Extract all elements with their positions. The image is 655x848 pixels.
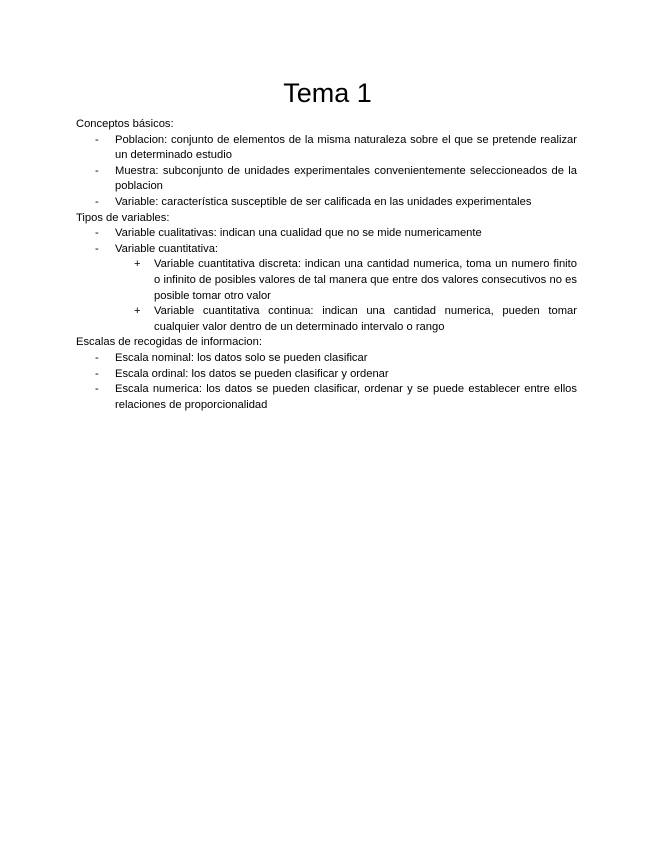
list-item	[76, 382, 577, 413]
list-item	[76, 242, 577, 258]
sub-list-item	[76, 257, 577, 304]
list-item	[76, 133, 577, 164]
dash-marker: -	[95, 133, 99, 146]
dash-marker: -	[95, 383, 99, 396]
sub-list-item-text: Variable cuantitativa discreta: indican una cantidad numerica, toma un numero finito o infinito de posibles valores de tal manera que entre dos valores consecutivos no es posible tomar otro valor	[154, 258, 577, 302]
section-heading: Tipos de variables:	[76, 211, 170, 224]
document-body	[76, 117, 577, 413]
list-item	[76, 195, 577, 211]
dash-marker: -	[95, 195, 99, 208]
plus-marker: +	[134, 305, 141, 318]
dash-marker: -	[95, 164, 99, 177]
plus-marker: +	[134, 258, 141, 271]
list-item-text: Variable cuantitativa:	[115, 242, 219, 255]
dash-marker: -	[95, 242, 99, 255]
bullet-list	[76, 133, 577, 211]
list-item-text: Escala numerica: los datos se pueden clasificar, ordenar y se puede establecer entre ellos relaciones de proporcionalidad	[115, 383, 577, 411]
section-heading: Conceptos básicos:	[76, 118, 174, 130]
list-item	[76, 164, 577, 195]
section-heading: Escalas de recogidas de informacion:	[76, 336, 262, 349]
list-item-text: Poblacion: conjunto de elementos de la misma naturaleza sobre el que se pretende realizar un determinado estudio	[115, 133, 577, 162]
list-item	[76, 351, 577, 367]
list-item-text: Escala ordinal: los datos se pueden clasificar y ordenar	[115, 367, 389, 380]
list-item	[76, 367, 577, 383]
list-item-text: Variable: característica susceptible de ser calificada en las unidades experimentales	[115, 195, 532, 208]
bullet-list	[76, 351, 577, 413]
page-title: Tema 1	[283, 78, 372, 108]
list-item-text: Escala nominal: los datos solo se pueden clasificar	[115, 351, 368, 364]
dash-marker: -	[95, 367, 99, 380]
dash-marker: -	[95, 227, 99, 240]
sub-list-item-text: Variable cuantitativa continua: indican una cantidad numerica, pueden tomar cualquier valor dentro de un determinado intervalo o rango	[154, 305, 577, 333]
sub-list-item	[76, 304, 577, 335]
list-item	[76, 226, 577, 242]
list-item-text: Variable cualitativas: indican una cualidad que no se mide numericamente	[115, 227, 482, 240]
list-item-text: Muestra: subconjunto de unidades experimentales convenientemente seleccioneados de la poblacion	[115, 164, 577, 193]
dash-marker: -	[95, 351, 99, 364]
bullet-list	[76, 226, 577, 335]
